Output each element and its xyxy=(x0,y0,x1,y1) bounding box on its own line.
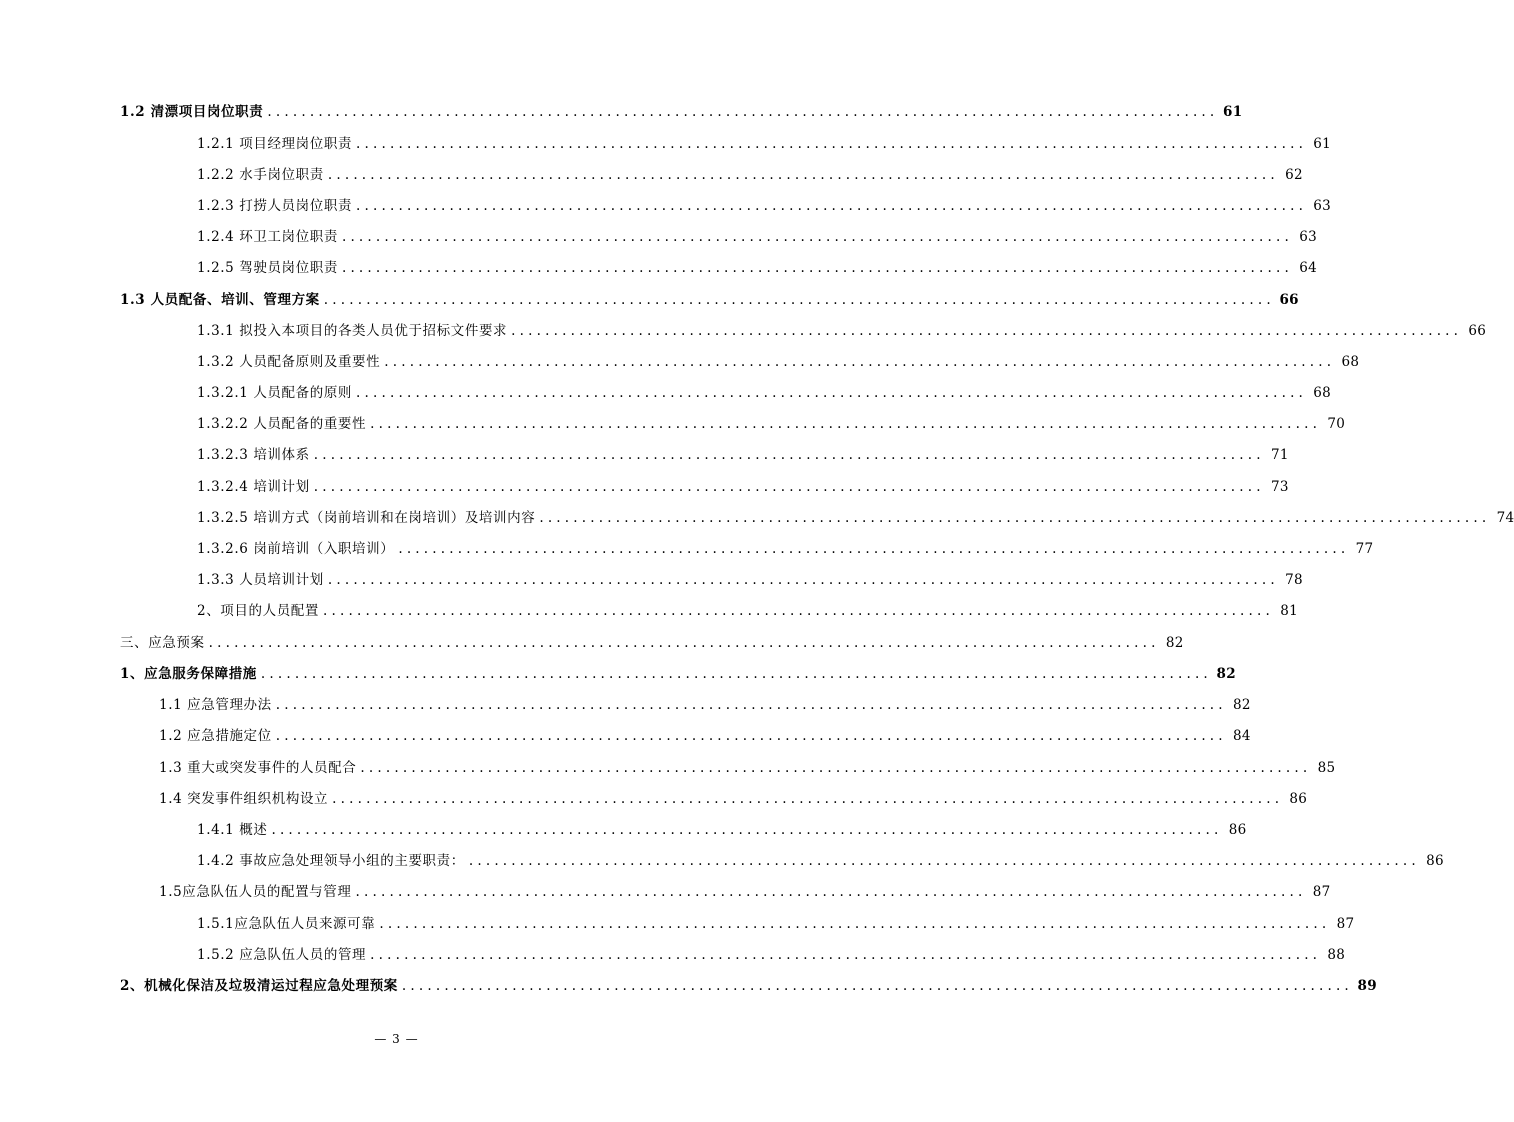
toc-entry-title: 1.3.1 拟投入本项目的各类人员优于招标文件要求 xyxy=(197,323,508,339)
toc-entry-title: 1.3.2.3 培训体系 xyxy=(197,447,310,463)
toc-entry[interactable] xyxy=(197,162,1303,184)
toc-leader-dots: ................................................................................................................ xyxy=(275,697,1227,713)
toc-entry[interactable] xyxy=(197,567,1303,589)
toc-entry-page: 63 xyxy=(1299,229,1317,245)
toc-entry-page: 84 xyxy=(1233,728,1251,744)
toc-leader-dots: ................................................................................................................ xyxy=(208,635,1160,651)
toc-entry-page: 78 xyxy=(1285,572,1303,588)
toc-entry[interactable] xyxy=(197,131,1332,153)
toc-entry-title: 1.2 清漂项目岗位职责 xyxy=(120,104,264,120)
toc-entry-page: 66 xyxy=(1468,323,1487,339)
toc-entry-page: 74 xyxy=(1496,510,1514,526)
toc-entry-page: 82 xyxy=(1233,697,1251,713)
toc-entry[interactable] xyxy=(197,349,1360,371)
toc-entry[interactable] xyxy=(197,911,1355,933)
toc-entry[interactable] xyxy=(197,380,1332,402)
toc-entry-page: 64 xyxy=(1299,260,1317,276)
toc-leader-dots: ................................................................................................................ xyxy=(511,323,1463,339)
toc-entry-title: 1.2 应急措施定位 xyxy=(159,728,272,744)
toc-entry[interactable] xyxy=(197,817,1247,839)
toc-entry-title: 1.3.2.2 人员配备的重要性 xyxy=(197,416,367,432)
toc-entry-page: 70 xyxy=(1327,416,1346,432)
toc-entry-title: 1.5应急队伍人员的配置与管理 xyxy=(159,884,352,900)
toc-entry[interactable] xyxy=(197,848,1444,870)
toc-leader-dots: ................................................................................................................ xyxy=(356,198,1308,214)
toc-entry[interactable] xyxy=(120,99,1243,121)
toc-leader-dots: ................................................................................................................ xyxy=(370,947,1322,963)
toc-entry[interactable] xyxy=(159,879,1331,901)
toc-entry-title: 1.5.2 应急队伍人员的管理 xyxy=(197,947,367,963)
toc-entry-page: 68 xyxy=(1313,385,1332,401)
toc-entry-title: 1.4 突发事件组织机构设立 xyxy=(159,791,329,807)
toc-leader-dots: ................................................................................................................ xyxy=(341,229,1293,245)
toc-leader-dots: ................................................................................................................ xyxy=(370,416,1322,432)
toc-entry-title: 1.1 应急管理办法 xyxy=(159,697,272,713)
toc-entry-title: 1.2.5 驾驶员岗位职责 xyxy=(197,260,338,276)
toc-entry-page: 73 xyxy=(1270,479,1289,495)
toc-leader-dots: ................................................................................................................ xyxy=(356,385,1308,401)
toc-entry-page: 89 xyxy=(1357,978,1377,994)
toc-entry-page: 82 xyxy=(1165,635,1184,651)
toc-leader-dots: ................................................................................................................ xyxy=(323,292,1275,308)
toc-leader-dots: ................................................................................................................ xyxy=(267,104,1219,120)
toc-entry-title: 1.3.2.6 岗前培训（入职培训） xyxy=(197,541,395,557)
toc-leader-dots: ................................................................................................................ xyxy=(323,603,1275,619)
page-number: — 3 — xyxy=(374,1032,419,1046)
toc-leader-dots: ................................................................................................................ xyxy=(313,447,1265,463)
toc-leader-dots: ................................................................................................................ xyxy=(355,884,1307,900)
toc-entry-title: 1、应急服务保障措施 xyxy=(120,666,257,682)
toc-entry-page: 61 xyxy=(1313,136,1332,152)
toc-entry[interactable] xyxy=(197,255,1317,277)
toc-entry-title: 1.3.2.5 培训方式（岗前培训和在岗培训）及培训内容 xyxy=(197,510,536,526)
toc-entry-page: 77 xyxy=(1355,541,1374,557)
toc-entry-page: 86 xyxy=(1426,853,1444,869)
toc-entry-title: 2、项目的人员配置 xyxy=(197,603,319,619)
toc-leader-dots: ................................................................................................................ xyxy=(275,728,1227,744)
toc-entry-page: 63 xyxy=(1313,198,1332,214)
toc-entry-title: 1.3.2.1 人员配备的原则 xyxy=(197,385,353,401)
toc-entry[interactable] xyxy=(197,442,1289,464)
toc-entry[interactable] xyxy=(197,318,1487,340)
toc-entry-page: 87 xyxy=(1336,916,1355,932)
toc-entry-title: 1.5.1应急队伍人员来源可靠 xyxy=(197,916,376,932)
toc-entry-title: 1.4.1 概述 xyxy=(197,822,268,838)
toc-entry-title: 1.2.3 打捞人员岗位职责 xyxy=(197,198,353,214)
toc-leader-dots: ................................................................................................................ xyxy=(327,572,1279,588)
toc-entry-page: 86 xyxy=(1228,822,1247,838)
toc-leader-dots: ................................................................................................................ xyxy=(539,510,1491,526)
toc-leader-dots: ................................................................................................................ xyxy=(379,916,1331,932)
toc-entry-page: 71 xyxy=(1270,447,1289,463)
toc-entry-title: 1.3.3 人员培训计划 xyxy=(197,572,324,588)
toc-entry-title: 三、应急预案 xyxy=(120,635,205,651)
toc-leader-dots: ................................................................................................................ xyxy=(468,853,1420,869)
toc-leader-dots: ................................................................................................................ xyxy=(401,978,1353,994)
toc-entry-page: 82 xyxy=(1216,666,1236,682)
toc-entry-page: 62 xyxy=(1285,167,1303,183)
toc-entry[interactable] xyxy=(120,630,1184,652)
toc-entry[interactable] xyxy=(197,224,1317,246)
toc-entry[interactable] xyxy=(120,661,1236,683)
toc-entry-page: 61 xyxy=(1223,104,1243,120)
toc-entry[interactable] xyxy=(197,411,1346,433)
toc-leader-dots: ................................................................................................................ xyxy=(271,822,1223,838)
toc-entry[interactable] xyxy=(120,973,1377,995)
toc-leader-dots: ................................................................................................................ xyxy=(384,354,1336,370)
toc-leader-dots: ................................................................................................................ xyxy=(356,136,1308,152)
toc-leader-dots: ................................................................................................................ xyxy=(360,760,1312,776)
toc-entry-page: 87 xyxy=(1312,884,1331,900)
toc-entry-title: 1.3 重大或突发事件的人员配合 xyxy=(159,760,357,776)
toc-entry-page: 81 xyxy=(1280,603,1299,619)
toc-entry[interactable] xyxy=(159,692,1251,714)
toc-entry[interactable] xyxy=(159,786,1308,808)
toc-entry-title: 1.3.2.4 培训计划 xyxy=(197,479,310,495)
toc-entry[interactable] xyxy=(197,536,1374,558)
toc-entry-page: 88 xyxy=(1327,947,1346,963)
toc-leader-dots: ................................................................................................................ xyxy=(332,791,1284,807)
toc-entry-page: 68 xyxy=(1341,354,1360,370)
toc-entry-page: 86 xyxy=(1289,791,1308,807)
toc-entry[interactable] xyxy=(159,755,1336,777)
toc-leader-dots: ................................................................................................................ xyxy=(313,479,1265,495)
toc-entry-page: 66 xyxy=(1279,292,1299,308)
toc-entry[interactable] xyxy=(197,942,1346,964)
toc-entry-title: 1.2.1 项目经理岗位职责 xyxy=(197,136,353,152)
toc-leader-dots: ................................................................................................................ xyxy=(341,260,1293,276)
toc-entry-title: 1.4.2 事故应急处理领导小组的主要职责： xyxy=(197,853,465,869)
toc-entry[interactable] xyxy=(159,723,1251,745)
toc-entry-title: 1.3.2 人员配备原则及重要性 xyxy=(197,354,381,370)
toc-entry[interactable] xyxy=(197,505,1514,527)
toc-entry[interactable] xyxy=(197,598,1299,620)
toc-entry[interactable] xyxy=(197,193,1332,215)
toc-entry-page: 85 xyxy=(1317,760,1336,776)
toc-entry-title: 1.2.4 环卫工岗位职责 xyxy=(197,229,338,245)
toc-leader-dots: ................................................................................................................ xyxy=(398,541,1350,557)
toc-entry-title: 2、机械化保洁及垃圾清运过程应急处理预案 xyxy=(120,978,398,994)
toc-leader-dots: ................................................................................................................ xyxy=(327,167,1279,183)
toc-entry-title: 1.2.2 水手岗位职责 xyxy=(197,167,324,183)
toc-entry-title: 1.3 人员配备、培训、管理方案 xyxy=(120,292,320,308)
toc-entry[interactable] xyxy=(120,287,1299,309)
toc-entry[interactable] xyxy=(197,474,1289,496)
toc-leader-dots: ................................................................................................................ xyxy=(260,666,1212,682)
